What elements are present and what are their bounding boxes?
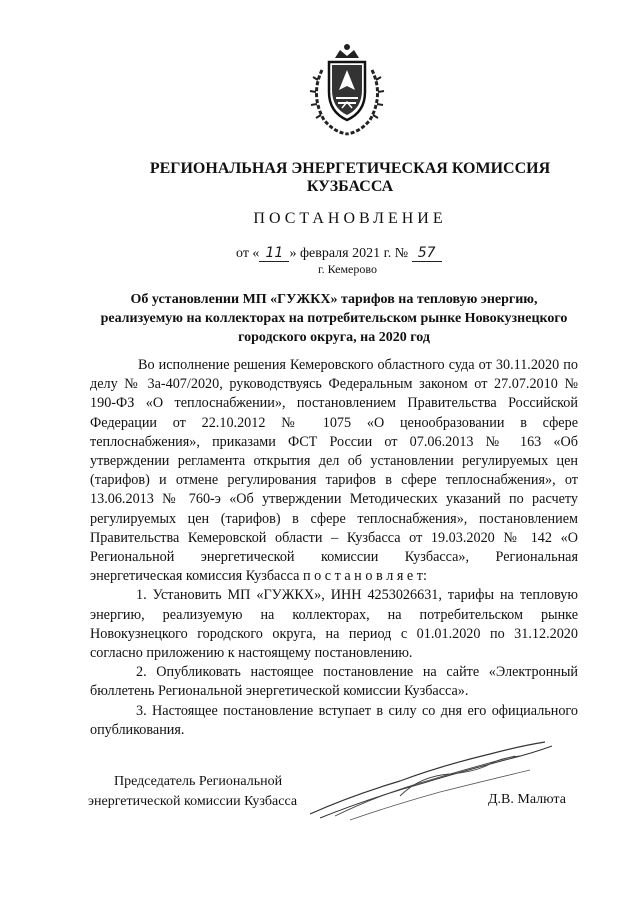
body-paragraph-preamble: Во исполнение решения Кемеровского областного суда от 30.11.2020 по делу № 3а-407/2020, руководствуясь Федеральным законом от 27.07.2010 № 190-ФЗ «О теплоснабжении», постановлением Правительства Российской Федерации от 22.10.2012 № 1075 «О ценообразовании в сфере теплоснабжения», приказами ФСТ России от 07.06.2013 № 163 «Об утверждении регламента открытия дел об установлении регулируемых цен (тарифов) и отмене регулирования тарифов в сфере теплоснабжения», от 13.06.2013 № 760-э «Об утверждении Методических указаний по расчету регулируемых цен (тарифов) в сфере теплоснабжения», постановлением Правительства Кемеровской области – Кузбасса от 19.03.2020 № 142 «О Региональной энергетической комиссии Кузбасса», Региональная энергетическая комиссия Кузбасса п о с т а н о в л я е т: — [90, 357, 578, 585]
date-suffix: » февраля 2021 г. № — [289, 246, 409, 261]
body-paragraph-2: 2. Опубликовать настоящее постановление на сайте «Электронный бюллетень Региональной энергетической комиссии Кузбасса». — [90, 664, 578, 700]
handwritten-signature — [290, 736, 560, 826]
body-paragraph-3: 3. Настоящее постановление вступает в силу со дня его официального опубликования. — [90, 702, 578, 738]
signatory-title-line-2: энергетической комиссии Кузбасса — [88, 794, 298, 809]
date-day-handwritten: 11 — [259, 245, 289, 262]
coat-of-arms-emblem — [302, 40, 392, 140]
signatory-name: Д.В. Малюта — [488, 792, 566, 807]
org-title-line-1: РЕГИОНАЛЬНАЯ ЭНЕРГЕТИЧЕСКАЯ КОМИССИЯ — [149, 160, 551, 177]
document-subject: Об установлении МП «ГУЖКХ» тарифов на тепловую энергию, реализуемую на коллекторах на потребительском рынке Новокузнецкого городского округа, на 2020 год — [100, 292, 568, 345]
body-paragraph-1: 1. Установить МП «ГУЖКХ», ИНН 4253026631, тарифы на тепловую энергию, реализуемую на коллекторах, на потребительском рынке Новокузнецкого городского округа, на период с 01.01.2020 по 31.12.2020 согласно приложению к настоящему постановлению. — [90, 587, 578, 662]
date-prefix: от « — [236, 246, 260, 261]
signatory-title-line-1: Председатель Региональной — [114, 774, 283, 789]
document-number-handwritten: 57 — [412, 245, 442, 262]
document-body — [90, 356, 578, 740]
city: г. Кемерово — [318, 262, 377, 276]
document-type: ПОСТАНОВЛЕНИЕ — [253, 210, 447, 227]
org-title-line-2: КУЗБАССА — [306, 178, 394, 195]
signatory-title — [88, 772, 297, 812]
date-line — [236, 245, 442, 262]
organization-title — [60, 160, 640, 196]
